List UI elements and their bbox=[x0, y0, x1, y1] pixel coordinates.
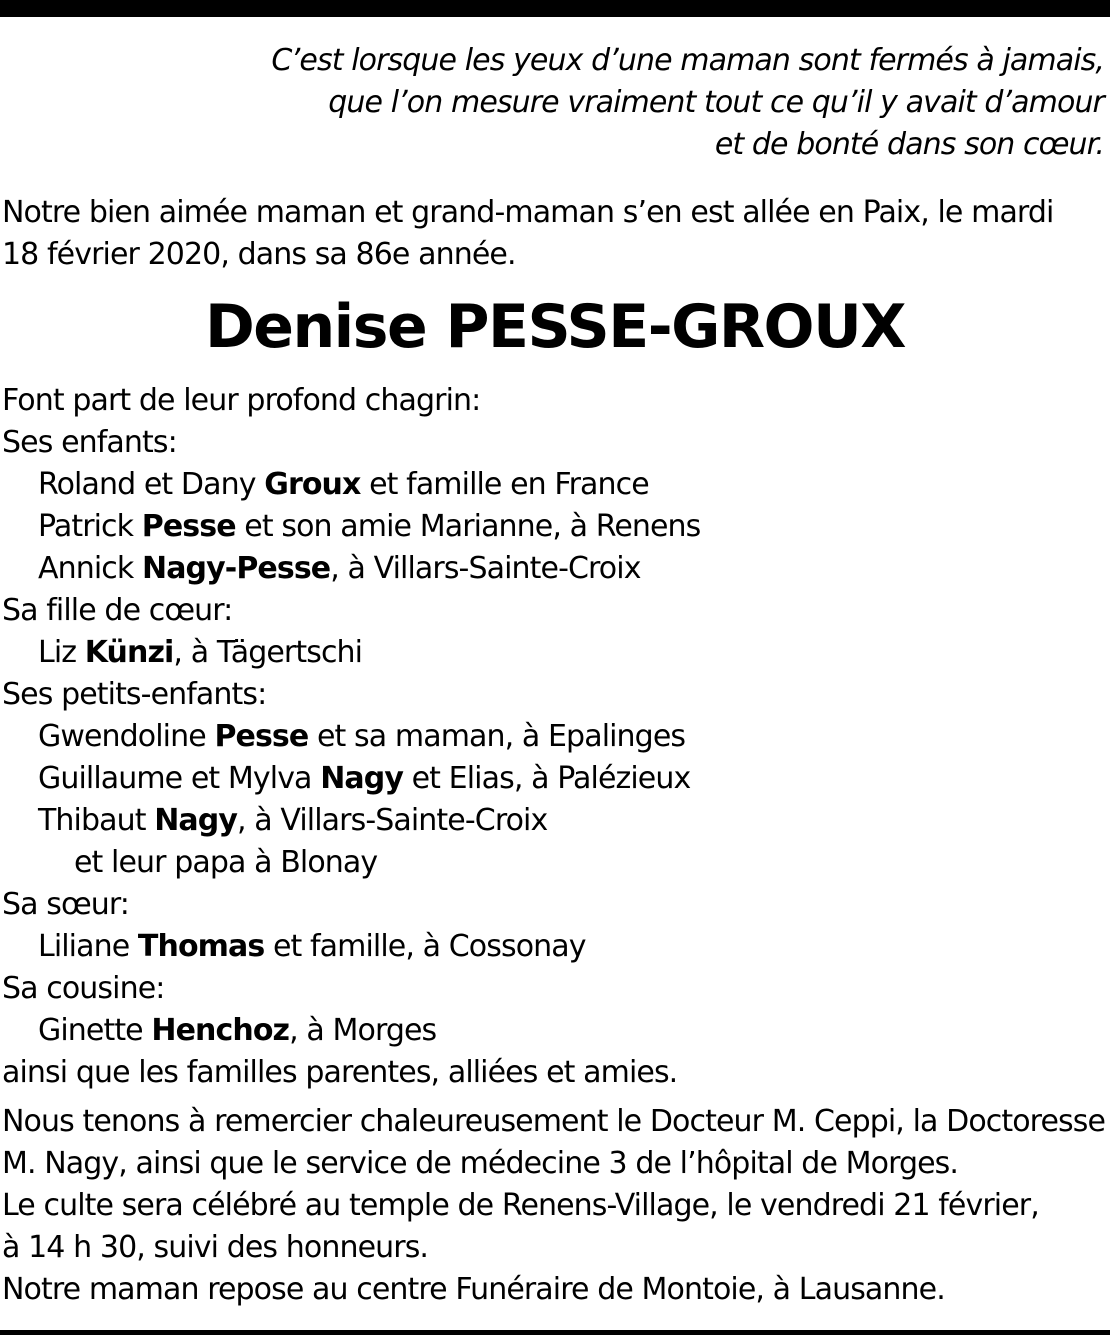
family-member: Liz Künzi, à Tägertschi bbox=[38, 635, 363, 670]
family-member: Thibaut Nagy, à Villars-Sainte-Croix bbox=[38, 803, 548, 838]
cousin-label: Sa cousine: bbox=[2, 971, 165, 1006]
poem-line: que l’on mesure vraiment tout ce qu’il y avait d’amour bbox=[328, 85, 1104, 120]
family-member: Roland et Dany Groux et famille en France bbox=[38, 467, 649, 502]
bottom-rule bbox=[0, 1330, 1110, 1335]
family-list bbox=[2, 380, 1108, 1094]
family-member: Patrick Pesse et son amie Marianne, à Renens bbox=[38, 509, 701, 544]
poem-line: C’est lorsque les yeux d’une maman sont fermés à jamais, bbox=[271, 43, 1104, 78]
announcement-intro bbox=[2, 192, 1108, 276]
closing-line: à 14 h 30, suivi des honneurs. bbox=[2, 1230, 429, 1265]
family-member: Annick Nagy-Pesse, à Villars-Sainte-Croix bbox=[38, 551, 641, 586]
closing-line: Notre maman repose au centre Funéraire de Montoie, à Lausanne. bbox=[2, 1272, 945, 1307]
children-label: Ses enfants: bbox=[2, 425, 177, 460]
poem-line: et de bonté dans son cœur. bbox=[714, 127, 1104, 162]
sister-label: Sa sœur: bbox=[2, 887, 130, 922]
closing-line: Le culte sera célébré au temple de Renens-Village, le vendredi 21 février, bbox=[2, 1188, 1039, 1223]
family-header: Font part de leur profond chagrin: bbox=[2, 383, 481, 418]
top-rule bbox=[0, 0, 1110, 17]
family-member: Liliane Thomas et famille, à Cossonay bbox=[38, 929, 586, 964]
deceased-name: Denise PESSE-GROUX bbox=[204, 292, 906, 362]
heart-daughter-label: Sa fille de cœur: bbox=[2, 593, 233, 628]
closing-notice bbox=[2, 1101, 1108, 1311]
grandchildren-note: et leur papa à Blonay bbox=[74, 845, 378, 880]
intro-line: 18 février 2020, dans sa 86e année. bbox=[2, 237, 516, 272]
poem-quote bbox=[104, 40, 1104, 166]
grandchildren-label: Ses petits-enfants: bbox=[2, 677, 267, 712]
family-member: Guillaume et Mylva Nagy et Elias, à Palézieux bbox=[38, 761, 691, 796]
family-member: Gwendoline Pesse et sa maman, à Epalinges bbox=[38, 719, 686, 754]
closing-line: M. Nagy, ainsi que le service de médecine 3 de l’hôpital de Morges. bbox=[2, 1146, 959, 1181]
other-families: ainsi que les familles parentes, alliées et amies. bbox=[2, 1055, 678, 1090]
family-member: Ginette Henchoz, à Morges bbox=[38, 1013, 437, 1048]
intro-line: Notre bien aimée maman et grand-maman s’en est allée en Paix, le mardi bbox=[2, 195, 1054, 230]
closing-line: Nous tenons à remercier chaleureusement le Docteur M. Ceppi, la Doctoresse bbox=[2, 1104, 1106, 1139]
